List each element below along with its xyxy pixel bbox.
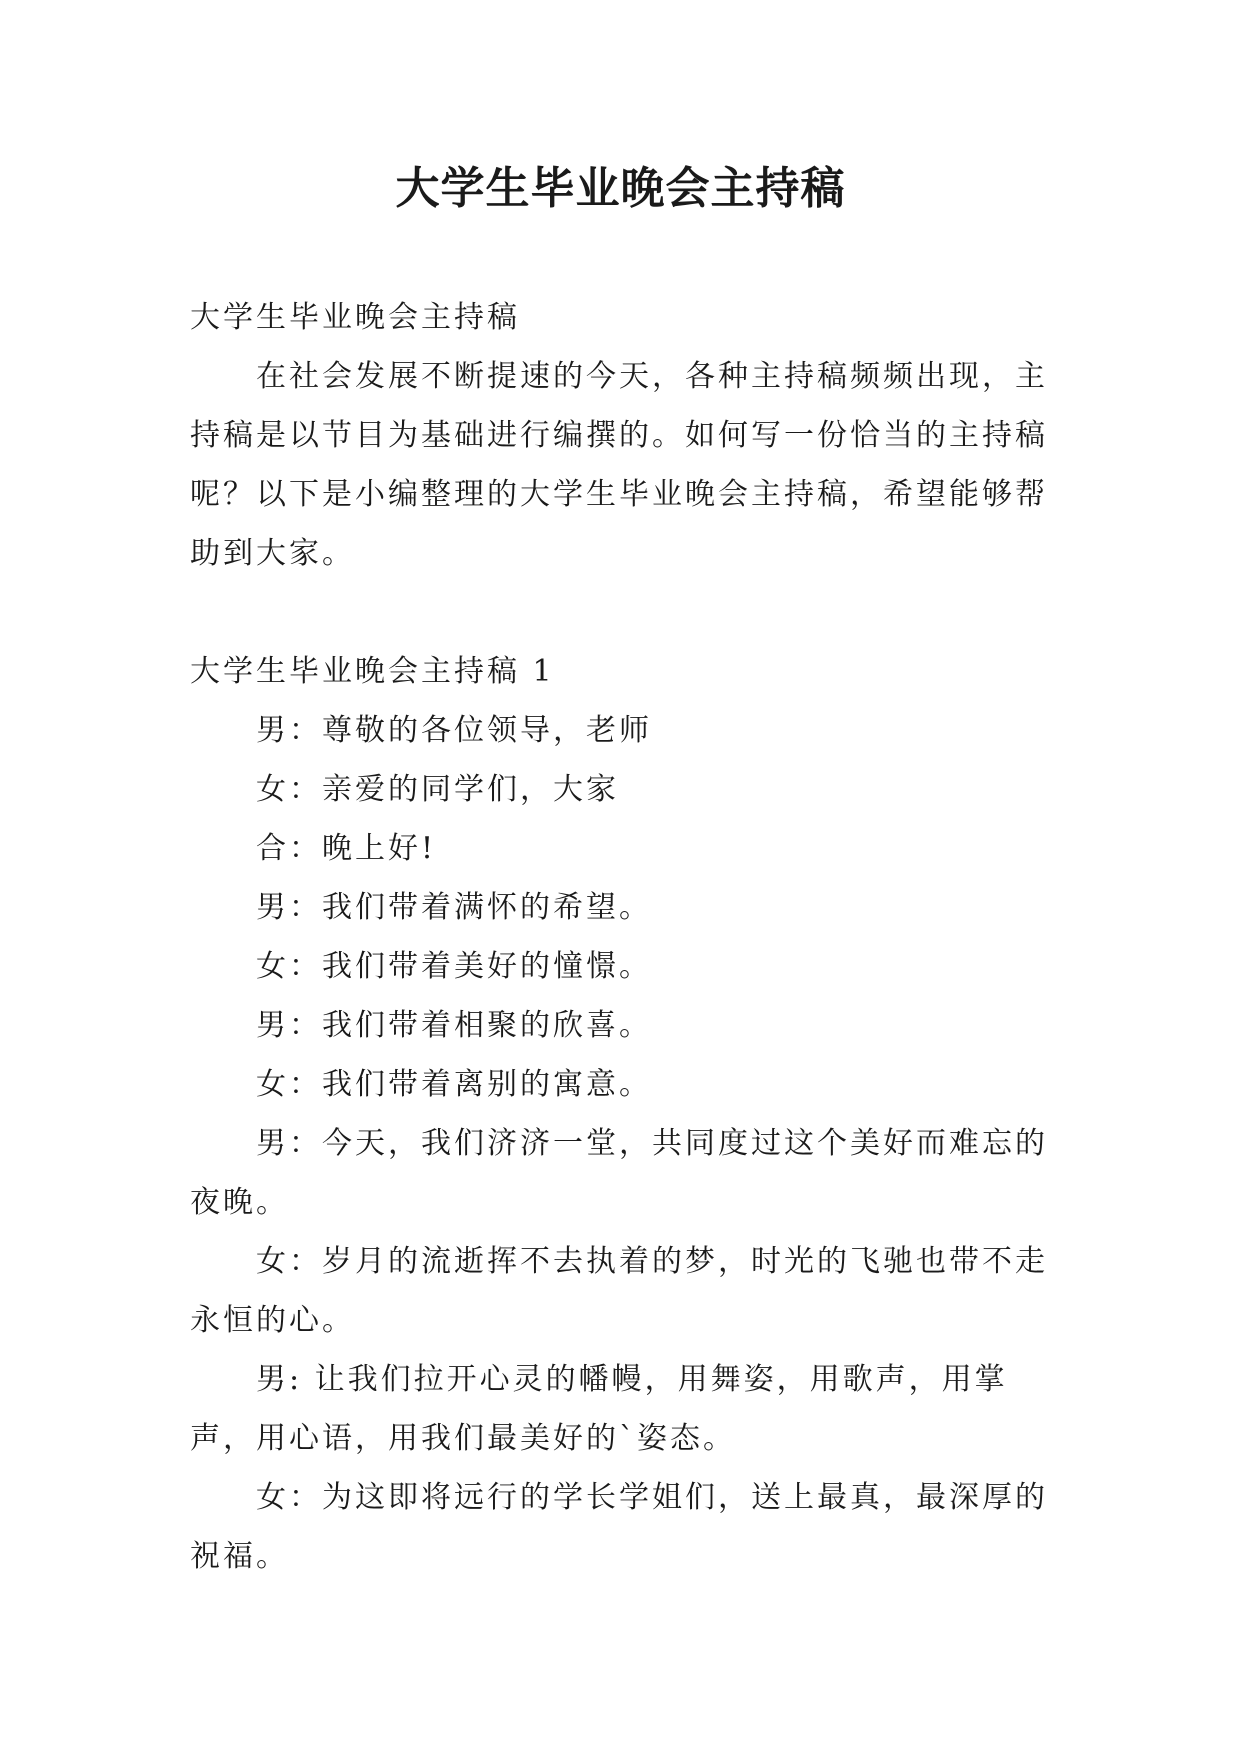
script-line: 男：今天，我们济济一堂，共同度过这个美好而难忘的夜晚。 xyxy=(190,1126,1048,1220)
paragraph-gap xyxy=(190,583,1050,642)
script-line: 男：尊敬的各位领导，老师 xyxy=(256,713,652,748)
script-line: 女：我们带着离别的寓意。 xyxy=(256,1067,652,1102)
document-title: 大学生毕业晚会主持稿 xyxy=(395,163,846,214)
section-heading: 大学生毕业晚会主持稿 1 xyxy=(190,654,555,689)
script-line: 男: 让我们拉开心灵的幡幔，用舞姿，用歌声，用掌声，用心语，用我们最美好的`姿态。 xyxy=(190,1362,1008,1456)
document-body xyxy=(190,288,1050,1586)
script-line: 女：我们带着美好的憧憬。 xyxy=(256,949,652,984)
script-line: 女：亲爱的同学们，大家 xyxy=(256,772,619,807)
script-line: 合：晚上好! xyxy=(256,831,437,866)
intro-paragraph: 在社会发展不断提速的今天，各种主持稿频频出现，主持稿是以节目为基础进行编撰的。如何写一份恰当的主持稿呢？以下是小编整理的大学生毕业晚会主持稿，希望能够帮助到大家。 xyxy=(190,359,1048,571)
script-line: 女：岁月的流逝挥不去执着的梦，时光的飞驰也带不走永恒的心。 xyxy=(190,1244,1048,1338)
document-subtitle: 大学生毕业晚会主持稿 xyxy=(190,300,520,335)
script-line: 女：为这即将远行的学长学姐们，送上最真，最深厚的祝福。 xyxy=(190,1480,1048,1574)
script-line: 男：我们带着相聚的欣喜。 xyxy=(256,1008,652,1043)
script-line: 男：我们带着满怀的希望。 xyxy=(256,890,652,925)
